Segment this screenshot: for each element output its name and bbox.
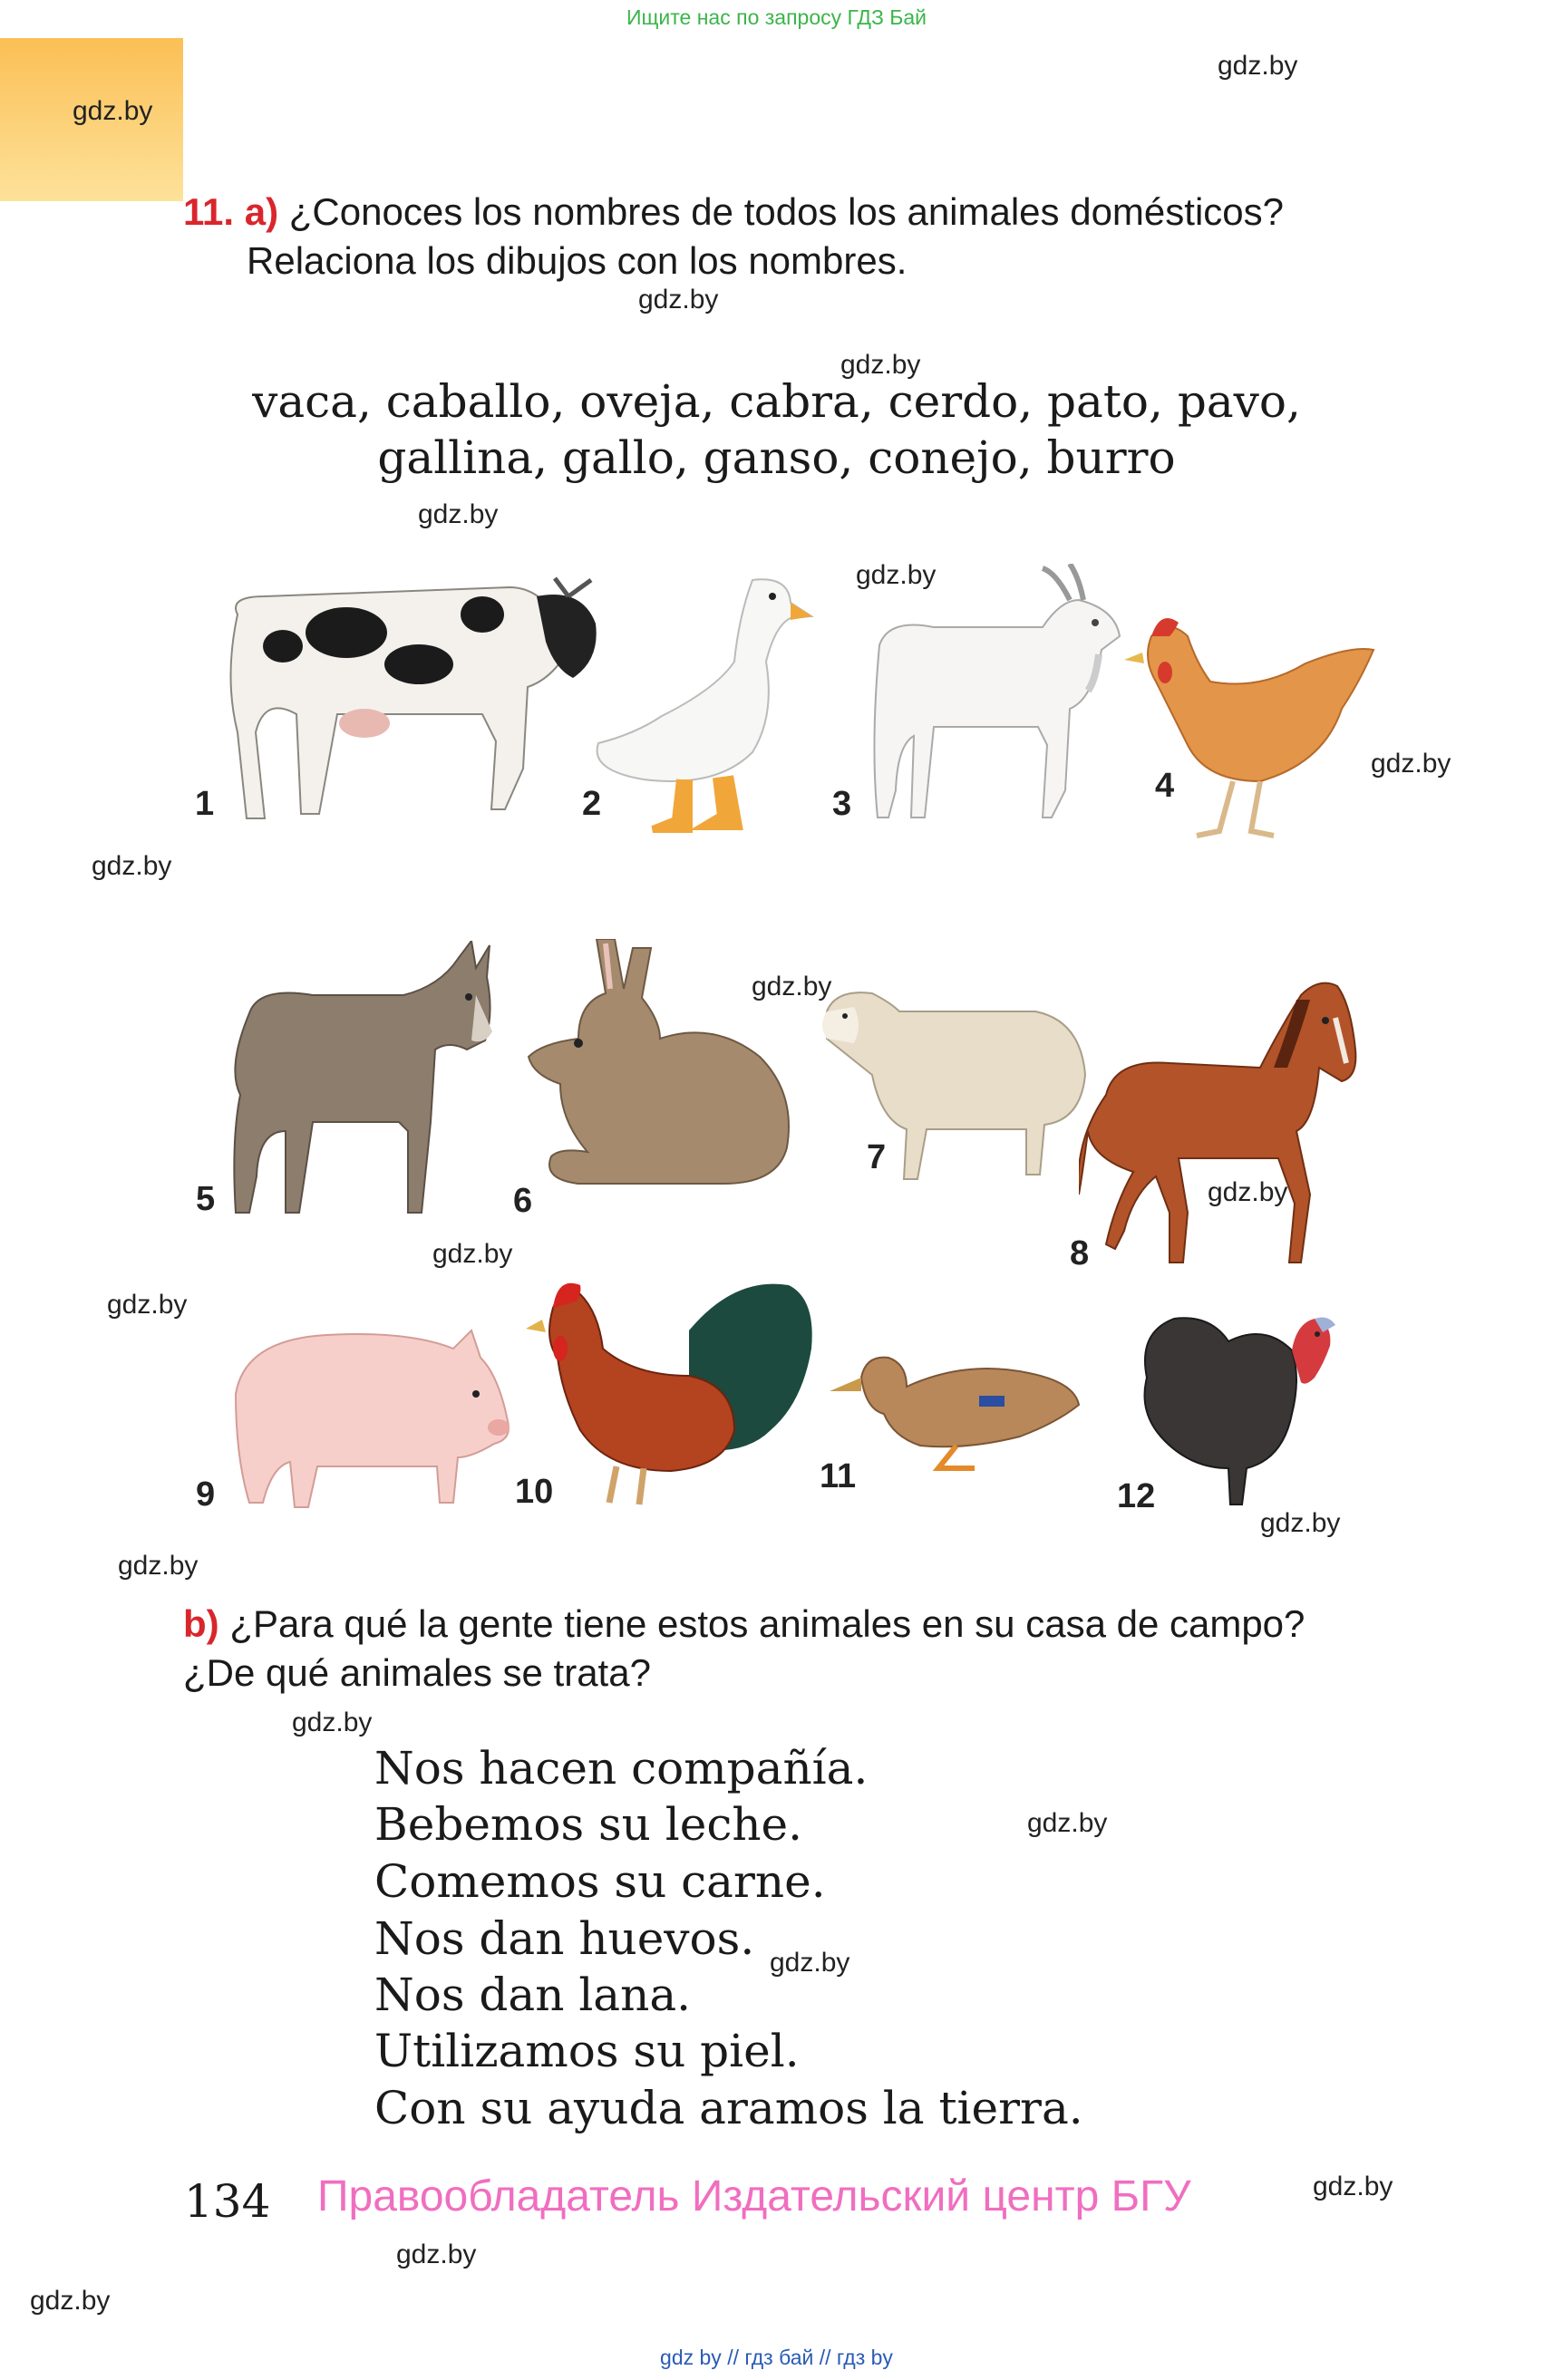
page-number: 134 (184, 2175, 271, 2228)
picture-number: 12 (1117, 1477, 1156, 1515)
picture-number: 11 (820, 1457, 857, 1495)
turkey-picture (1129, 1314, 1346, 1509)
picture-number: 10 (515, 1473, 554, 1511)
watermark: gdz.by (92, 851, 172, 881)
picture-number: 4 (1155, 767, 1175, 805)
task-a-line1: ¿Conoces los nombres de todos los animales domésticos? (288, 190, 1284, 233)
hen-picture (1124, 609, 1378, 845)
sentence: Comemos su carne. (374, 1855, 826, 1908)
sentence: Con su ayuda aramos la tierra. (374, 2082, 1083, 2134)
watermark: gdz.by (840, 350, 921, 380)
watermark: gdz.by (638, 285, 719, 314)
picture-number: 7 (867, 1138, 887, 1176)
watermark: gdz.by (107, 1290, 188, 1320)
rights-holder: Правообладатель Издательский центр БГУ (317, 2172, 1191, 2220)
word-list-line1: vaca, caballo, oveja, cabra, cerdo, pato, pavo, (252, 375, 1301, 428)
task-number: 11. (183, 190, 235, 233)
horse-picture (1079, 977, 1364, 1276)
rooster-picture (526, 1276, 818, 1507)
picture-number: 1 (195, 785, 215, 823)
donkey-picture (222, 941, 499, 1222)
goose-picture (580, 562, 816, 834)
watermark: gdz.by (118, 1551, 199, 1581)
watermark: gdz.by (1218, 51, 1298, 81)
picture-number: 5 (196, 1180, 216, 1218)
word-list-line2: gallina, gallo, ganso, conejo, burro (377, 431, 1176, 484)
footer-links: gdz by // гдз бай // гдз by (660, 2346, 893, 2369)
sentence: Nos dan lana. (374, 1969, 692, 2021)
task-a-question (183, 190, 1284, 234)
picture-number: 2 (582, 785, 602, 823)
picture-number: 9 (196, 1475, 216, 1514)
task-b-line1: ¿Para qué la gente tiene estos animales en su casa de campo? (229, 1602, 1305, 1645)
watermark: gdz.by (292, 1708, 373, 1737)
watermark: gdz.by (1260, 1508, 1341, 1538)
watermark: gdz.by (73, 96, 153, 126)
picture-number: 8 (1070, 1234, 1090, 1272)
duck-picture (820, 1341, 1083, 1477)
watermark: gdz.by (1313, 2172, 1393, 2201)
sentence: Nos dan huevos. (374, 1912, 755, 1965)
watermark: gdz.by (752, 972, 832, 1001)
watermark: gdz.by (418, 499, 499, 529)
watermark: gdz.by (30, 2286, 111, 2316)
watermark: gdz.by (770, 1948, 850, 1978)
sheep-picture (818, 975, 1090, 1184)
watermark: gdz.by (1027, 1808, 1108, 1838)
task-a-label: a) (244, 190, 279, 233)
watermark: gdz.by (396, 2240, 477, 2269)
cow-picture (210, 560, 626, 832)
rabbit-picture (524, 939, 805, 1193)
task-b-line2: ¿De qué animales se trata? (183, 1651, 651, 1694)
top-banner: Ищите нас по запросу ГДЗ Бай (626, 5, 927, 29)
pig-picture (227, 1321, 515, 1512)
task-b-label: b) (183, 1602, 219, 1645)
picture-number: 3 (832, 785, 852, 823)
watermark: gdz.by (1208, 1177, 1288, 1207)
sentence: Nos hacen compañía. (374, 1742, 869, 1795)
watermark: gdz.by (856, 560, 937, 590)
goat-picture (861, 564, 1124, 836)
picture-number: 6 (513, 1182, 533, 1220)
sentence: Utilizamos su piel. (374, 2025, 800, 2077)
sentence: Bebemos su leche. (374, 1798, 803, 1851)
watermark: gdz.by (1371, 749, 1451, 779)
task-a-line2: Relaciona los dibujos con los nombres. (247, 239, 908, 282)
watermark: gdz.by (432, 1239, 513, 1269)
task-b-question (183, 1602, 1305, 1646)
